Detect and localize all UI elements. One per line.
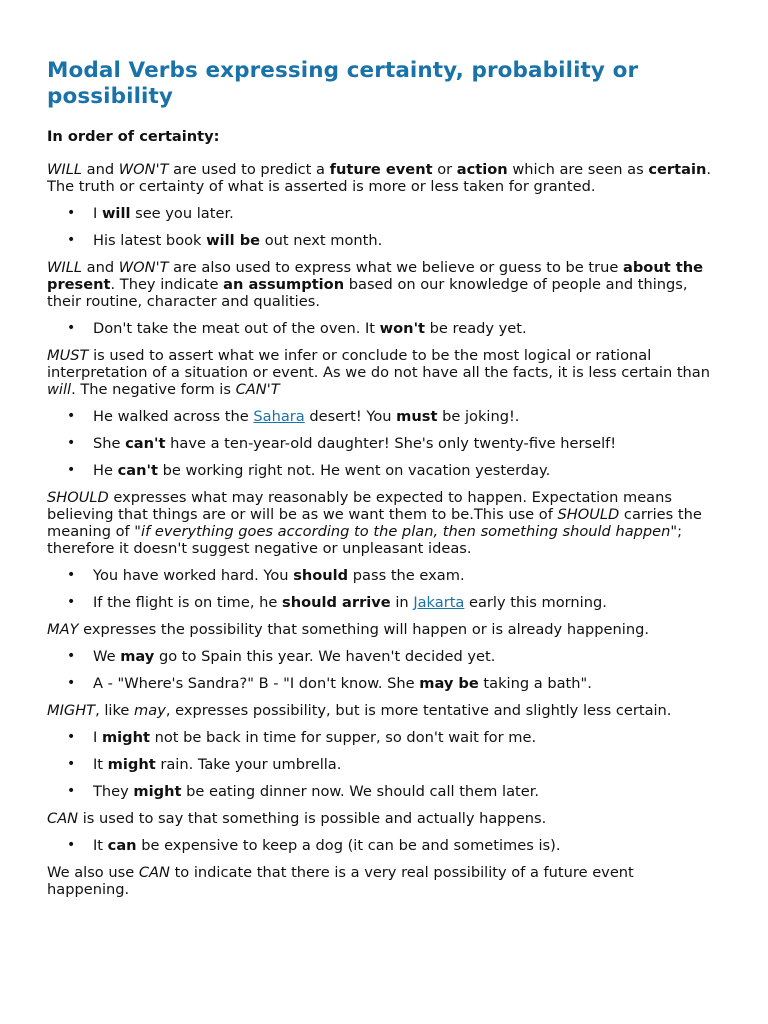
list-item: • Don't take the meat out of the oven. It won't be ready yet. bbox=[67, 320, 527, 337]
must-examples bbox=[47, 408, 719, 479]
bullet-icon: • bbox=[67, 435, 76, 451]
list-item: • I will see you later. bbox=[67, 205, 234, 222]
will-examples-2 bbox=[47, 320, 719, 337]
must-paragraph: MUST is used to assert what we infer or conclude to be the most logical or rational interpretation of a situation or event. As we do not have all the facts, it is less certain than will. The negative form is CAN'T bbox=[47, 347, 710, 398]
jakarta-link[interactable]: Jakarta bbox=[413, 594, 465, 611]
bullet-icon: • bbox=[67, 837, 76, 853]
bullet-icon: • bbox=[67, 648, 76, 664]
list-item: • If the flight is on time, he should arrive in Jakarta early this morning. bbox=[67, 594, 607, 611]
sahara-link[interactable]: Sahara bbox=[253, 408, 305, 425]
bullet-icon: • bbox=[67, 729, 76, 745]
bullet-icon: • bbox=[67, 783, 76, 799]
can-paragraph-2: We also use CAN to indicate that there is a very real possibility of a future event happening. bbox=[47, 864, 634, 898]
bullet-icon: • bbox=[67, 462, 76, 478]
page-title: Modal Verbs expressing certainty, probability or possibility bbox=[47, 58, 639, 109]
list-item: • She can't have a ten-year-old daughter! She's only twenty-five herself! bbox=[67, 435, 617, 452]
bullet-icon: • bbox=[67, 594, 76, 610]
list-item: • You have worked hard. You should pass the exam. bbox=[67, 567, 465, 584]
bullet-icon: • bbox=[67, 675, 76, 691]
list-item: • He walked across the Sahara desert! You must be joking!. bbox=[67, 408, 520, 425]
bullet-icon: • bbox=[67, 408, 76, 424]
bullet-icon: • bbox=[67, 232, 76, 248]
will-examples bbox=[47, 205, 719, 249]
list-item: • It can be expensive to keep a dog (it can be and sometimes is). bbox=[67, 837, 561, 854]
might-paragraph: MIGHT, like may, expresses possibility, but is more tentative and slightly less certain. bbox=[47, 702, 672, 719]
may-examples bbox=[47, 648, 719, 692]
section-subtitle: In order of certainty: bbox=[47, 128, 220, 145]
document-page bbox=[47, 58, 719, 908]
will-paragraph-1: WILL and WON'T are used to predict a future event or action which are seen as certain. The truth or certainty of what is asserted is more or less taken for granted. bbox=[47, 161, 711, 195]
bullet-icon: • bbox=[67, 567, 76, 583]
will-paragraph-2: WILL and WON'T are also used to express what we believe or guess to be true about the present. They indicate an assumption based on our knowledge of people and things, their routine, character and qualities. bbox=[47, 259, 704, 310]
should-examples bbox=[47, 567, 719, 611]
list-item: • I might not be back in time for supper, so don't wait for me. bbox=[67, 729, 537, 746]
bullet-icon: • bbox=[67, 205, 76, 221]
bullet-icon: • bbox=[67, 320, 76, 336]
list-item: • His latest book will be out next month. bbox=[67, 232, 383, 249]
might-examples bbox=[47, 729, 719, 800]
should-paragraph: SHOULD expresses what may reasonably be expected to happen. Expectation means believing that things are or will be as we want them to be.This use of SHOULD carries the meaning of "if everything goes according to the plan, then something should happen"; therefore it doesn't suggest negative or unpleasant ideas. bbox=[47, 489, 702, 557]
list-item: • A - "Where's Sandra?" B - "I don't know. She may be taking a bath". bbox=[67, 675, 592, 692]
can-examples bbox=[47, 837, 719, 854]
bullet-icon: • bbox=[67, 756, 76, 772]
list-item: • They might be eating dinner now. We should call them later. bbox=[67, 783, 540, 800]
can-paragraph: CAN is used to say that something is possible and actually happens. bbox=[47, 810, 547, 827]
list-item: • He can't be working right not. He went on vacation yesterday. bbox=[67, 462, 551, 479]
list-item: • We may go to Spain this year. We haven't decided yet. bbox=[67, 648, 496, 665]
may-paragraph: MAY expresses the possibility that something will happen or is already happening. bbox=[47, 621, 649, 638]
list-item: • It might rain. Take your umbrella. bbox=[67, 756, 342, 773]
